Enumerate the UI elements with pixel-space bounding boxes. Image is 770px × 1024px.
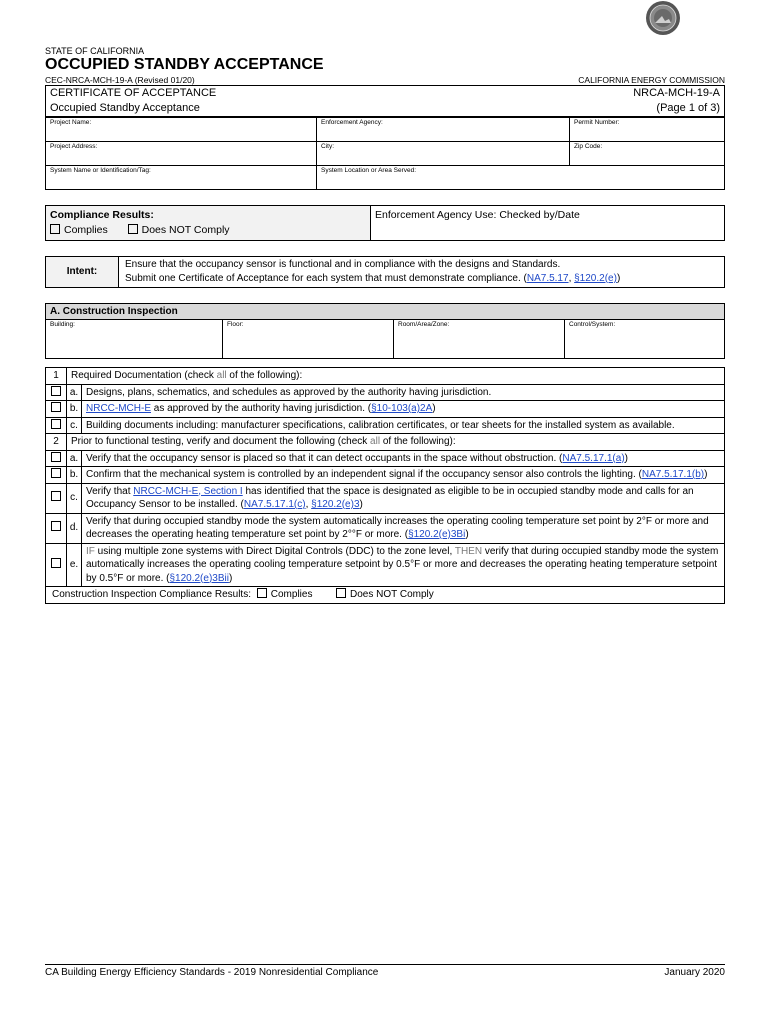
checklist-row — [46, 401, 725, 418]
floor-field[interactable]: Floor: — [223, 320, 394, 359]
city-field[interactable]: City: — [317, 142, 570, 166]
item-checkbox[interactable] — [46, 401, 67, 418]
item-letter: c. — [67, 483, 82, 513]
item-text: Verify that the occupancy sensor is placed so that it can detect occupants in the space without obstruction. (NA7.5.17.1(a)) — [82, 450, 725, 467]
na7517-1c-link[interactable]: NA7.5.17.1(c) — [243, 499, 306, 510]
construction-results-row — [46, 587, 725, 604]
item-letter: c. — [67, 417, 82, 434]
compliance-results-table — [45, 205, 725, 241]
checklist-row — [46, 483, 725, 513]
item-text: Confirm that the mechanical system is controlled by an independent signal if the occupancy sensor also controls the lighting. (NA7.5.17.1(b)) — [82, 467, 725, 484]
nrcc-mch-e-link[interactable]: NRCC-MCH-E — [86, 403, 151, 414]
construction-complies-label: Complies — [270, 589, 313, 600]
item-text: Building documents including: manufacturer specifications, calibration certificates, or tear sheets for the installed system as available. — [82, 417, 725, 434]
item-checkbox[interactable] — [46, 543, 67, 587]
item-checkbox[interactable] — [46, 513, 67, 543]
compliance-results-cell — [46, 206, 371, 241]
construction-results — [46, 587, 725, 604]
item-heading: Required Documentation (check all of the following): — [67, 368, 725, 385]
complies-checkbox[interactable] — [50, 224, 60, 234]
na7517-link[interactable]: NA7.5.17 — [526, 273, 569, 284]
not-comply-label: Does NOT Comply — [141, 224, 230, 236]
page-number: (Page 1 of 3) — [656, 102, 720, 114]
checklist-row — [46, 368, 725, 385]
sec1202e-link[interactable]: §120.2(e) — [574, 273, 617, 284]
item-number: 1 — [46, 368, 67, 385]
item-letter: d. — [67, 513, 82, 543]
item-checkbox[interactable] — [46, 417, 67, 434]
page-footer — [45, 964, 725, 978]
page-title: OCCUPIED STANDBY ACCEPTANCE — [45, 56, 324, 73]
project-address-field[interactable]: Project Address: — [46, 142, 317, 166]
system-location-field[interactable]: System Location or Area Served: — [317, 166, 725, 190]
intent-text — [119, 257, 725, 288]
cert-number: NRCA-MCH-19-A — [633, 87, 720, 99]
enforcement-agency-use-cell[interactable]: Enforcement Agency Use: Checked by/Date — [371, 206, 725, 241]
item-checkbox[interactable] — [46, 467, 67, 484]
california-energy-commission-seal — [645, 0, 681, 36]
compliance-results-label: Compliance Results: — [50, 209, 154, 221]
form-page — [45, 40, 725, 604]
system-name-field[interactable]: System Name or Identification/Tag: — [46, 166, 317, 190]
item-number: 2 — [46, 434, 67, 451]
item-text: IF using multiple zone systems with Direct Digital Controls (DDC) to the zone level, THEN verify that during occupied standby mode the system automatically increases the operating cooling temperature setpoint by 0.5°F or more and decreases the operating heating temperature setpoint by 0.5°F or more. (§120.2(e)3Bii) — [82, 543, 725, 587]
checklist-row — [46, 417, 725, 434]
item-checkbox[interactable] — [46, 450, 67, 467]
building-field[interactable]: Building: — [46, 320, 223, 359]
item-letter: b. — [67, 467, 82, 484]
intent-table — [45, 256, 725, 288]
intent-line-1: Ensure that the occupancy sensor is functional and in compliance with the designs and Standards. — [125, 259, 561, 270]
sec10-103-link[interactable]: §10-103(a)2A — [371, 403, 433, 414]
item-letter: a. — [67, 450, 82, 467]
item-checkbox[interactable] — [46, 384, 67, 401]
checklist-row — [46, 467, 725, 484]
construction-results-label: Construction Inspection Compliance Results: — [52, 589, 251, 600]
nrcc-section-i-link[interactable]: NRCC-MCH-E, Section I — [133, 485, 243, 497]
construction-not-comply-label: Does NOT Comply — [350, 589, 434, 600]
construction-complies-checkbox[interactable] — [257, 588, 267, 598]
na7517-1b-link[interactable]: NA7.5.17.1(b) — [641, 469, 705, 480]
checklist-row — [46, 543, 725, 587]
item-text: Verify that during occupied standby mode the system automatically increases the operating cooling temperature set point by 2°F or more and decreases the operating heating temperature set point by 2°°F or more. (§120.2(e)3Bi) — [82, 513, 725, 543]
footer-standards: CA Building Energy Efficiency Standards - 2019 Nonresidential Compliance — [45, 967, 379, 978]
na7517-1a-link[interactable]: NA7.5.17.1(a) — [562, 452, 625, 464]
control-system-field[interactable]: Control/System: — [565, 320, 725, 359]
permit-number-field[interactable]: Permit Number: — [570, 118, 725, 142]
intent-line-2: Submit one Certificate of Acceptance for each system that must demonstrate compliance. (NA7.5.17, §120.2(e)) — [125, 273, 621, 284]
section-a-title: A. Construction Inspection — [46, 304, 725, 320]
sec1202e3bii-link[interactable]: §120.2(e)3Bii — [169, 572, 229, 584]
footer-date: January 2020 — [664, 967, 725, 978]
checklist-row — [46, 384, 725, 401]
form-code: CEC-NRCA-MCH-19-A (Revised 01/20) — [45, 75, 195, 85]
commission-name: CALIFORNIA ENERGY COMMISSION — [578, 75, 725, 85]
item-text: Designs, plans, schematics, and schedules as approved by the authority having jurisdiction. — [82, 384, 725, 401]
certificate-header-table — [45, 85, 725, 117]
complies-label: Complies — [64, 224, 108, 236]
section-a-table — [45, 303, 725, 359]
sec1202e3bi-link[interactable]: §120.2(e)3Bi — [408, 529, 466, 540]
not-comply-checkbox[interactable] — [128, 224, 138, 234]
item-text: NRCC-MCH-E as approved by the authority having jurisdiction. (§10-103(a)2A) — [82, 401, 725, 418]
checklist-table — [45, 367, 725, 604]
item-letter: e. — [67, 543, 82, 587]
room-area-zone-field[interactable]: Room/Area/Zone: — [394, 320, 565, 359]
cert-subtitle: Occupied Standby Acceptance (Page 1 of 3) — [46, 101, 725, 117]
form-code-row — [45, 75, 725, 85]
item-letter: a. — [67, 384, 82, 401]
sec1202e3-link[interactable]: §120.2(e)3 — [311, 499, 360, 510]
item-heading: Prior to functional testing, verify and document the following (check all of the following): — [67, 434, 725, 451]
state-label: STATE OF CALIFORNIA — [45, 46, 145, 56]
item-checkbox[interactable] — [46, 483, 67, 513]
intent-label: Intent: — [46, 257, 119, 288]
cert-title: CERTIFICATE OF ACCEPTANCE NRCA-MCH-19-A — [46, 86, 725, 102]
checklist-row — [46, 434, 725, 451]
project-name-field[interactable]: Project Name: — [46, 118, 317, 142]
item-letter: b. — [67, 401, 82, 418]
enforcement-agency-field[interactable]: Enforcement Agency: — [317, 118, 570, 142]
zip-code-field[interactable]: Zip Code: — [570, 142, 725, 166]
project-info-table — [45, 117, 725, 190]
checklist-row — [46, 513, 725, 543]
checklist-row — [46, 450, 725, 467]
item-text: Verify that NRCC-MCH-E, Section I has identified that the space is designated as eligible to be in occupied standby mode and calls for an Occupancy Sensor to be installed. (NA7.5.17.1(c), §120.2(e)3) — [82, 483, 725, 513]
construction-not-comply-checkbox[interactable] — [336, 588, 346, 598]
